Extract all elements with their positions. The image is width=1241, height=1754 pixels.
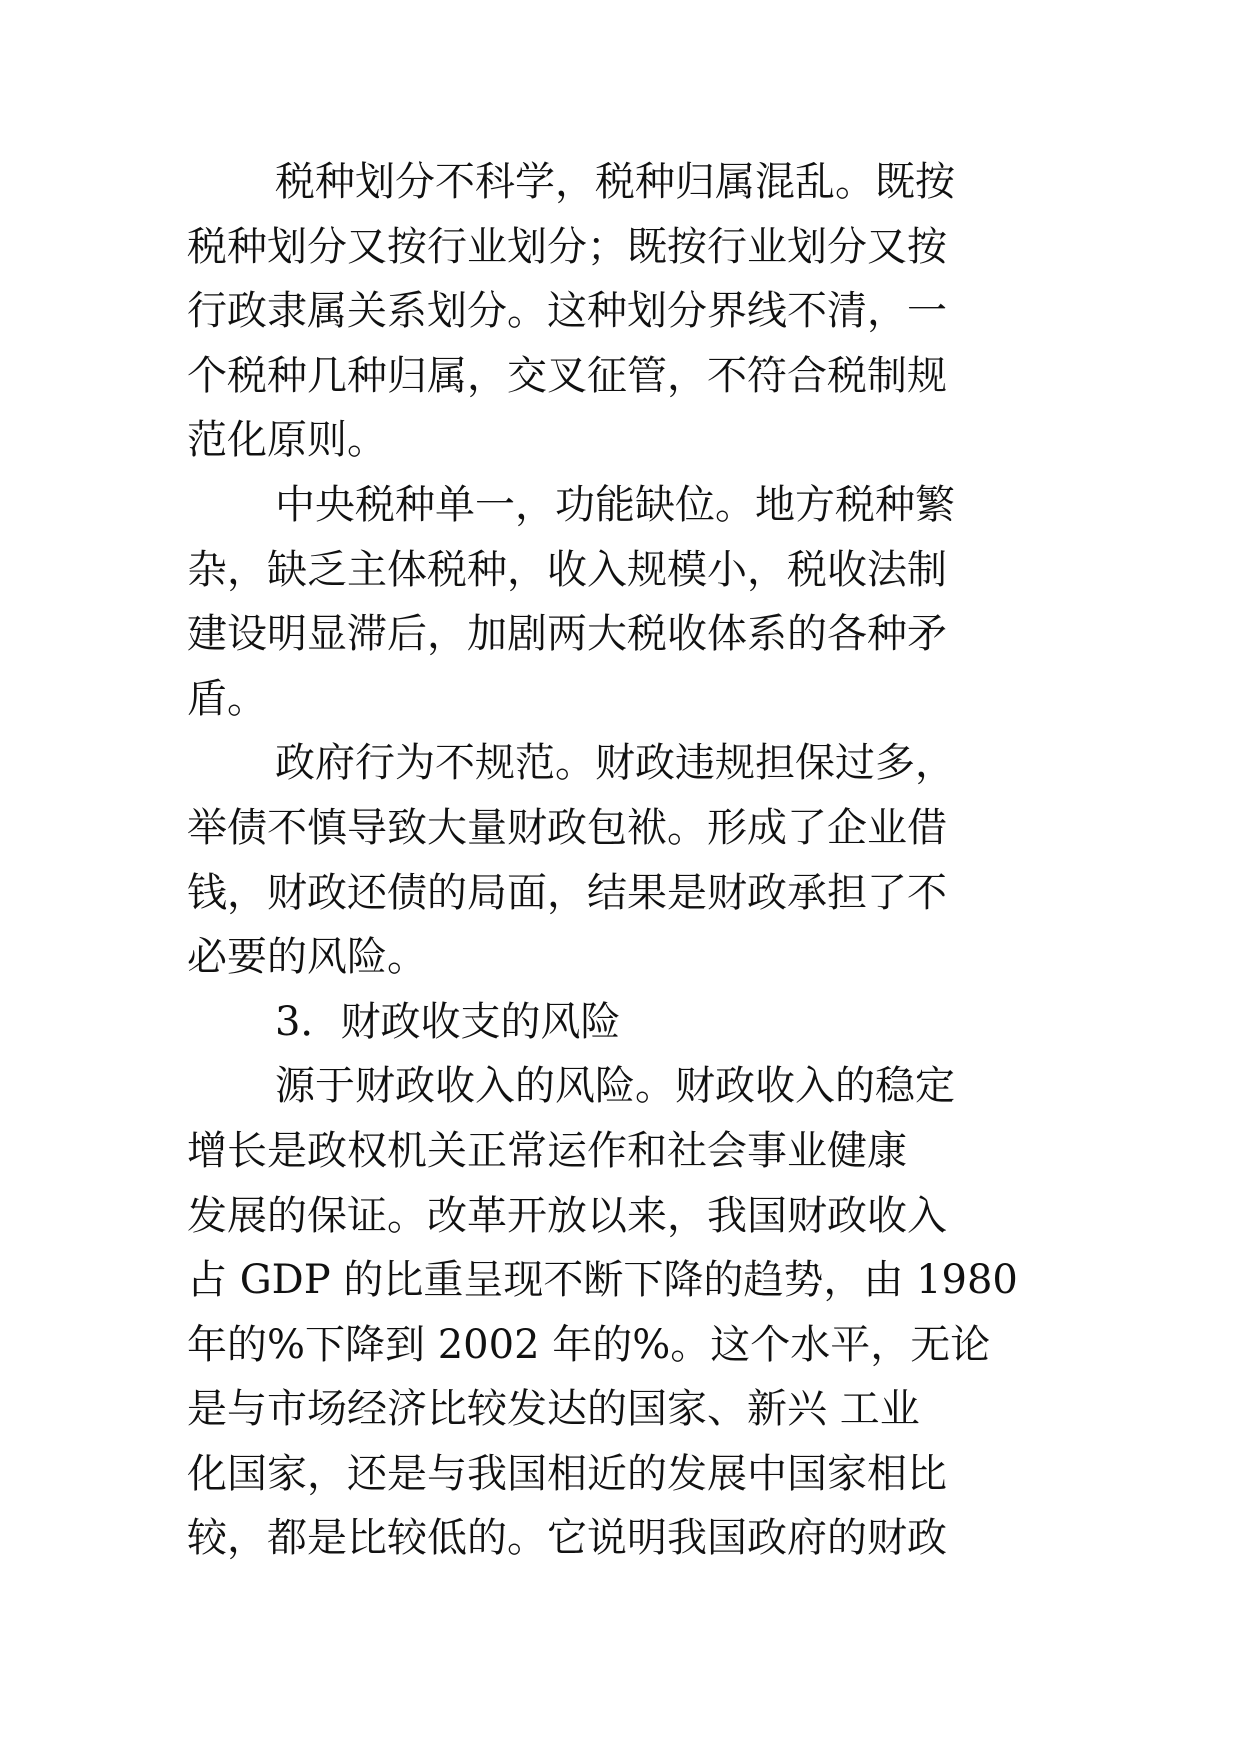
text-line: 杂，缺乏主体税种，收入规模小，税收法制 bbox=[187, 546, 947, 593]
section-heading-text: 3．财政收支的风险 bbox=[275, 998, 621, 1045]
text-line: 必要的风险。 bbox=[187, 934, 427, 981]
text-line: 是与市场经济比较发达的国家、新兴 工业 bbox=[187, 1386, 920, 1433]
text-line: 举债不慎导致大量财政包袱。形成了企业借 bbox=[187, 804, 947, 851]
text-line: 发展的保证。改革开放以来，我国财政收入 bbox=[187, 1192, 947, 1239]
text-line: 个税种几种归属，交叉征管，不符合税制规 bbox=[187, 352, 947, 399]
text-line: 钱，财政还债的局面，结果是财政承担了不 bbox=[187, 869, 947, 916]
text-line: 政府行为不规范。财政违规担保过多， bbox=[275, 740, 955, 787]
text-line: 源于财政收入的风险。财政收入的稳定 bbox=[275, 1063, 955, 1110]
text-line: 税种划分又按行业划分；既按行业划分又按 bbox=[187, 223, 947, 270]
text-line: 建设明显滞后，加剧两大税收体系的各种矛 bbox=[187, 611, 947, 658]
text-line: 中央税种单一，功能缺位。地方税种繁 bbox=[275, 481, 955, 528]
text-line: 盾。 bbox=[187, 675, 267, 722]
text-line: 年的%下降到 2002 年的%。这个水平，无论 bbox=[187, 1321, 991, 1368]
text-line: 化国家，还是与我国相近的发展中国家相比 bbox=[187, 1450, 947, 1497]
text-line: 占 GDP 的比重呈现不断下降的趋势，由 1980 bbox=[187, 1257, 1018, 1304]
text-line: 行政隶属关系划分。这种划分界线不清，一 bbox=[187, 288, 947, 335]
paragraph-tax-classification bbox=[187, 150, 1067, 473]
text-line: 较，都是比较低的。它说明我国政府的财政 bbox=[187, 1515, 947, 1562]
paragraph-central-local-tax bbox=[187, 473, 1067, 731]
text-line: 税种划分不科学，税种归属混乱。既按 bbox=[275, 159, 955, 205]
section-heading bbox=[187, 990, 1067, 1055]
body-text bbox=[187, 150, 1067, 1571]
text-line: 范化原则。 bbox=[187, 417, 387, 464]
text-line: 增长是政权机关正常运作和社会事业健康 bbox=[187, 1127, 907, 1174]
paragraph-revenue-risk bbox=[187, 1054, 1067, 1571]
paragraph-government-behavior bbox=[187, 731, 1067, 989]
